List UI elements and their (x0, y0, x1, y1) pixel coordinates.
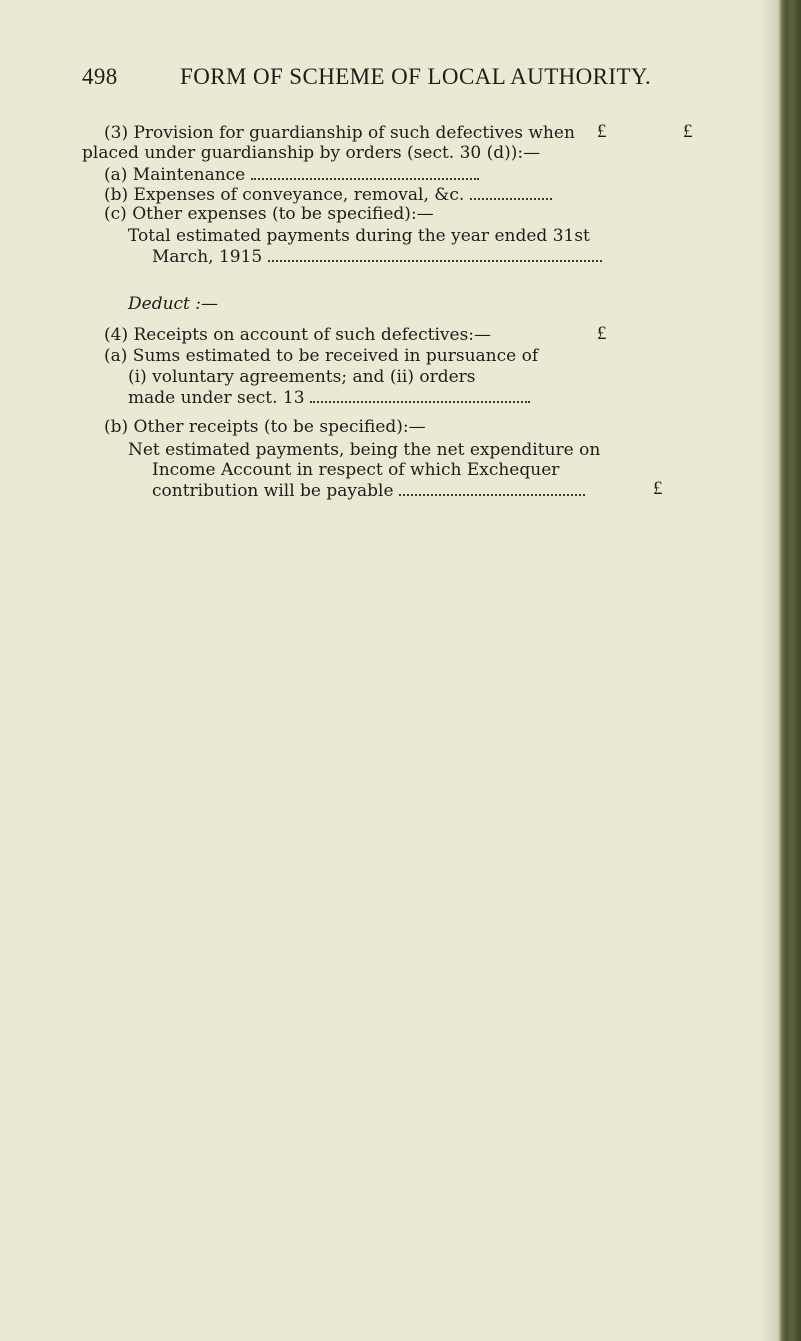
leader-dots (251, 164, 479, 180)
net-line-3-label: contribution will be payable (152, 481, 394, 501)
running-title: FORM OF SCHEME OF LOCAL AUTHORITY. (180, 64, 652, 89)
book-edge (778, 0, 801, 1341)
currency-column-1: £ (597, 121, 607, 142)
item-a-sums-line-3 (128, 387, 530, 408)
leader-dots (268, 246, 602, 262)
currency-column-2: £ (683, 121, 693, 142)
deduct-label: Deduct :— (128, 294, 219, 314)
leader-dots (310, 387, 530, 403)
item-a-label: (a) Maintenance (104, 165, 246, 185)
net-currency: £ (653, 478, 663, 499)
leader-dots (399, 480, 585, 496)
section-3-line-2: placed under guardianship by orders (sect. 30 (d)):— (82, 143, 541, 163)
section-4-currency: £ (597, 323, 607, 344)
item-c-other-expenses: (c) Other expenses (to be specified):— (104, 204, 434, 224)
item-a-sums-line-3-label: made under sect. 13 (128, 388, 305, 408)
item-a-sums-line-2: (i) voluntary agreements; and (ii) orders (128, 367, 476, 387)
net-line-2: Income Account in respect of which Exchequer (152, 460, 560, 480)
net-line-1: Net estimated payments, being the net expenditure on (128, 440, 601, 460)
total-line-1: Total estimated payments during the year ended 31st (128, 226, 590, 246)
net-line-3 (152, 480, 585, 501)
item-b-label: (b) Expenses of conveyance, removal, &c. (104, 185, 465, 205)
item-a-maintenance (104, 164, 479, 185)
total-line-2 (152, 246, 602, 267)
item-b-other-receipts: (b) Other receipts (to be specified):— (104, 417, 426, 437)
item-a-sums-line-1: (a) Sums estimated to be received in pursuance of (104, 346, 539, 366)
leader-dots (470, 184, 552, 200)
total-line-2-label: March, 1915 (152, 247, 263, 267)
section-4-heading: (4) Receipts on account of such defectives:— (104, 325, 492, 345)
item-b-expenses (104, 184, 552, 205)
section-3-line-1: (3) Provision for guardianship of such defectives when (104, 123, 575, 143)
page-number: 498 (82, 64, 118, 89)
page-gutter-shadow (760, 0, 780, 1341)
